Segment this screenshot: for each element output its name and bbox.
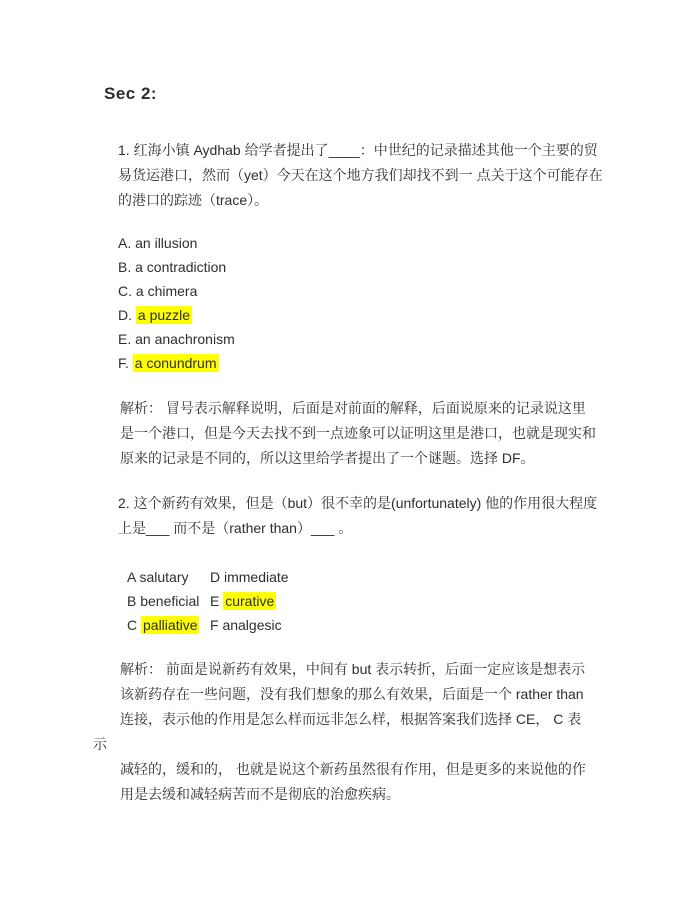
option-prefix: D.	[118, 307, 136, 323]
option-prefix: B.	[118, 259, 136, 275]
option-prefix: B	[127, 593, 141, 609]
option-label-highlighted: curative	[225, 593, 275, 609]
option-label-highlighted: a conundrum	[134, 355, 217, 371]
option-prefix: C	[127, 617, 141, 633]
option-label: a chimera	[135, 283, 198, 299]
section-title: Sec 2:	[104, 84, 158, 103]
option-d	[210, 565, 289, 589]
option-prefix: E.	[118, 331, 136, 347]
text-line: 易货运港口，然而（yet）今天在这个地方我们却找不到一 点关于这个可能存在	[118, 167, 603, 183]
option-prefix: C.	[118, 283, 136, 299]
option-prefix: D	[210, 569, 224, 585]
option-prefix: A.	[118, 235, 136, 251]
option-label: salutary	[139, 569, 189, 585]
option-label: an anachronism	[135, 331, 235, 347]
option-a	[127, 565, 210, 589]
option-f	[210, 613, 289, 637]
text-line: 用是去缓和减轻病苦而不是彻底的治愈疾病。	[120, 786, 400, 802]
option-prefix: F.	[118, 355, 133, 371]
text-line: 解析： 冒号表示解释说明，后面是对前面的解释，后面说原来的记录说这里	[120, 400, 586, 416]
option-c	[127, 613, 210, 637]
question-2-analysis-part-2	[120, 757, 586, 807]
text-line: 上是___ 而不是（rather than）___ 。	[118, 520, 353, 536]
question-2-options-column-2	[210, 565, 289, 637]
text-line: 示	[93, 736, 107, 752]
option-c	[118, 279, 235, 303]
option-label: immediate	[224, 569, 289, 585]
option-prefix: E	[210, 593, 224, 609]
text-line: 是一个港口，但是今天去找不到一点迹象可以证明这里是港口，也就是现实和	[120, 425, 596, 441]
option-label: an illusion	[135, 235, 198, 251]
question-1-options	[118, 231, 235, 375]
text-line: 解析： 前面是说新药有效果，中间有 but 表示转折，后面一定应该是想表示	[120, 661, 586, 677]
text-line: 的港口的踪迹（trace）。	[118, 192, 269, 208]
option-a	[118, 231, 235, 255]
question-2-analysis-part-1	[120, 657, 585, 732]
option-b	[127, 589, 210, 613]
option-d	[118, 303, 235, 327]
option-label: analgesic	[222, 617, 282, 633]
text-line: 原来的记录是不同的，所以这里给学者提出了一个谜题。选择 DF。	[120, 450, 535, 466]
option-f	[118, 351, 235, 375]
text-line: 连接，表示他的作用是怎么样而远非怎么样，根据答案我们选择 CE， C 表	[120, 711, 582, 727]
option-label: a contradiction	[135, 259, 227, 275]
option-label: beneficial	[140, 593, 200, 609]
option-prefix: F	[210, 617, 223, 633]
option-prefix: A	[127, 569, 140, 585]
option-label-highlighted: a puzzle	[137, 307, 191, 323]
text-line: 1. 红海小镇 Aydhab 给学者提出了____：中世纪的记录描述其他一个主要的贸	[118, 142, 598, 158]
hanging-character	[93, 732, 107, 757]
question-1-stem	[118, 138, 603, 213]
option-b	[118, 255, 235, 279]
question-2-options	[127, 565, 289, 637]
question-2-stem	[118, 491, 597, 541]
question-1-analysis	[120, 396, 596, 471]
option-label-highlighted: palliative	[143, 617, 198, 633]
option-e	[210, 589, 289, 613]
text-line: 该新药存在一些问题，没有我们想象的那么有效果，后面是一个 rather than	[120, 686, 584, 702]
text-line: 2. 这个新药有效果，但是（but）很不幸的是(unfortunately) 他的作用很大程度	[118, 495, 598, 511]
option-e	[118, 327, 235, 351]
question-2-options-column-1	[127, 565, 210, 637]
text-line: 减轻的，缓和的， 也就是说这个新药虽然很有作用，但是更多的来说他的作	[120, 761, 586, 777]
